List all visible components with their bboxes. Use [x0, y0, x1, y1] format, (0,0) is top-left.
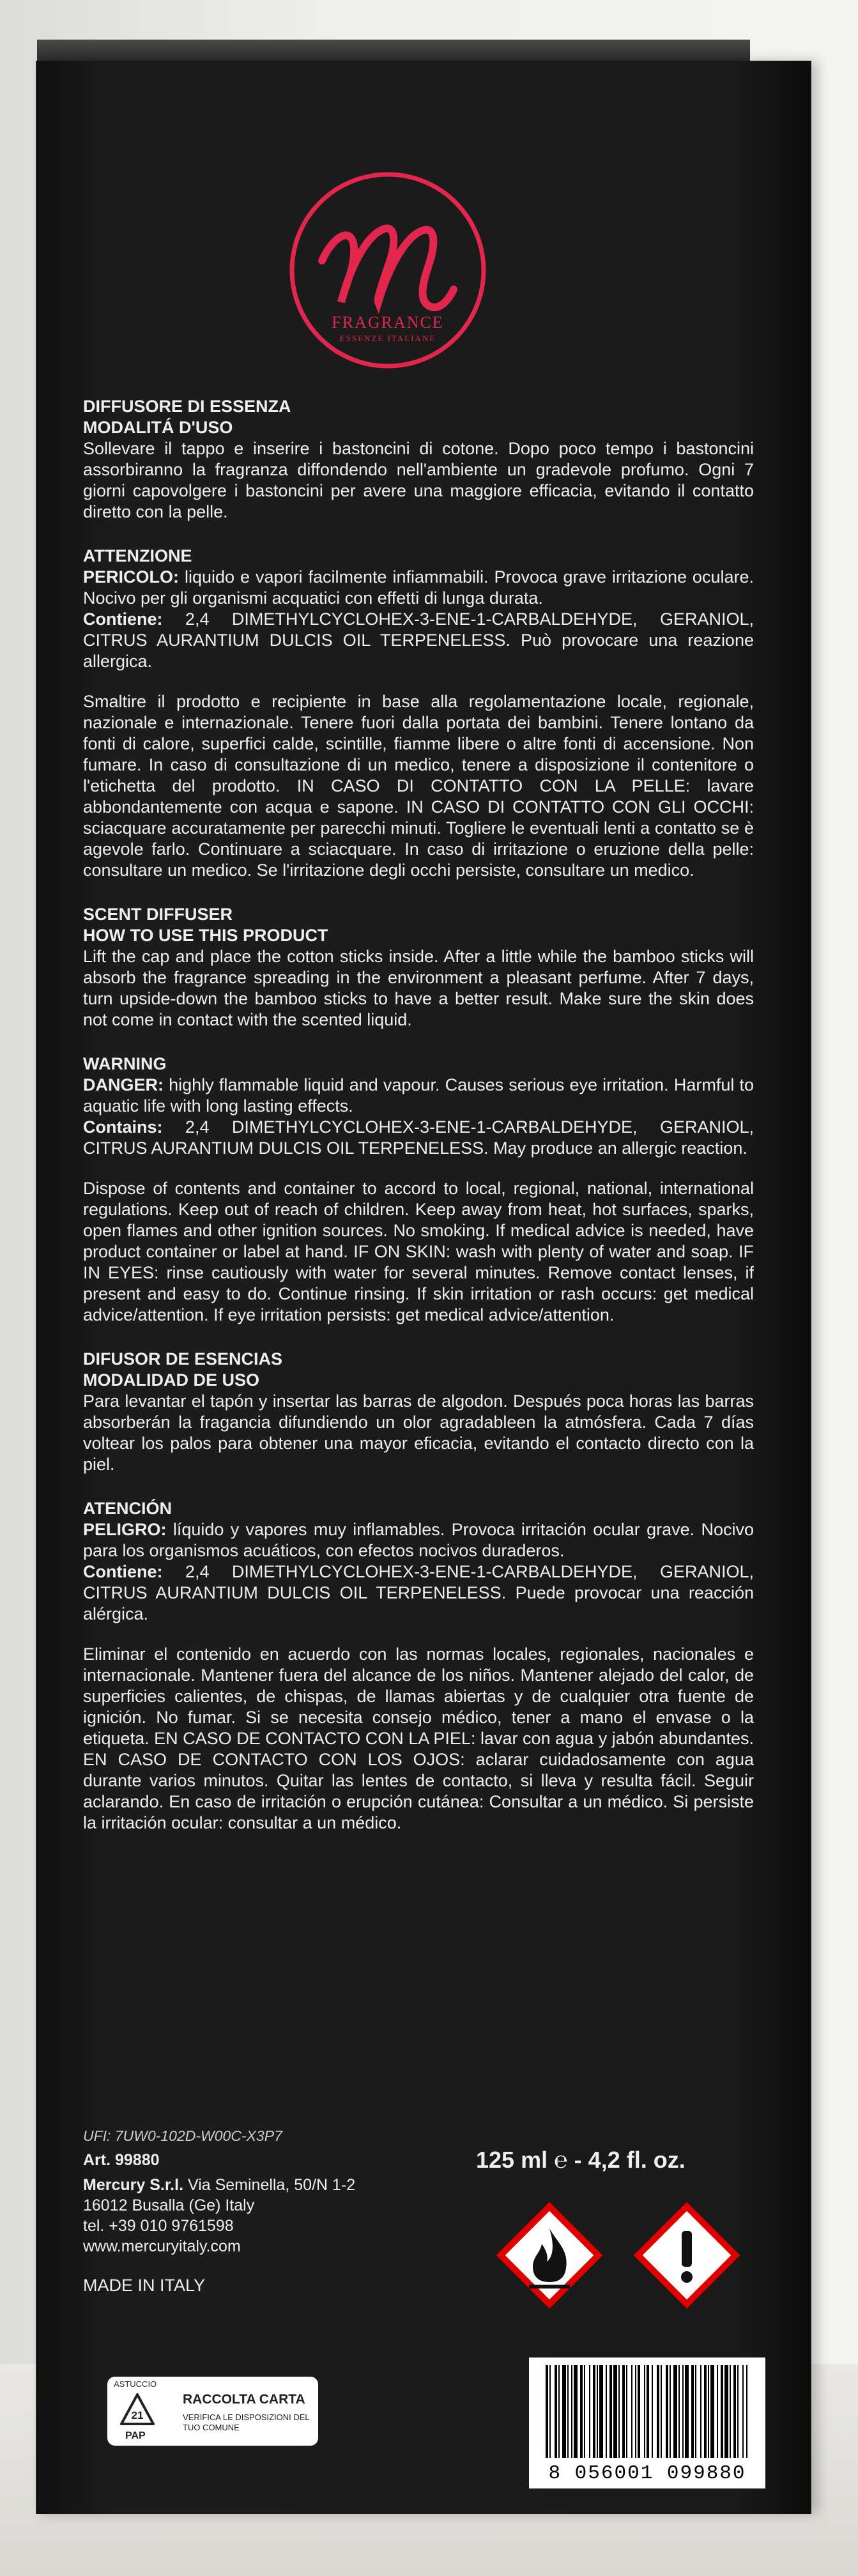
barcode-number: 8 056001 099880 [548, 2462, 746, 2485]
english-usage: Lift the cap and place the cotton sticks inside. After a little while the bamboo sticks will absorb the fragrance spreading in the environment a pleasant perfume. After 7 days, turn upside-down the bamboo sticks to have a better result. Make sure the skin does not come in contact with the scented liquid. [83, 947, 754, 1029]
spanish-contains-text: 2,4 DIMETHYLCYCLOHEX-3-ENE-1-CARBALDEHYDE, GERANIOL, CITRUS AURANTIUM DULCIS OIL TERPENELESS. Puede provocar una reacción alérgica. [83, 1562, 754, 1623]
spanish-section [83, 1349, 754, 1834]
barcode-bar [558, 2365, 560, 2458]
barcode-bar [704, 2365, 707, 2458]
barcode-bar [549, 2365, 551, 2458]
barcode-bar [717, 2365, 718, 2458]
barcode-bar [593, 2365, 595, 2458]
barcode-bar [571, 2365, 572, 2458]
barcode-bar [678, 2365, 680, 2458]
barcode-bar [685, 2365, 689, 2458]
italian-danger-label: PERICOLO: [83, 567, 180, 586]
ufi-code: UFI: 7UW0-102D-W00C-X3P7 [83, 2128, 282, 2144]
recycle-number: 21 [131, 2409, 144, 2421]
english-contains-text: 2,4 DIMETHYLCYCLOHEX-3-ENE-1-CARBALDEHYDE, GERANIOL, CITRUS AURANTIUM DULCIS OIL TERPENELESS. May produce an allergic reaction. [83, 1117, 754, 1158]
italian-disposal: Smaltire il prodotto e recipiente in base alla regolamentazione locale, regionale, nazionale e internazionale. Tenere fuori dalla portata dei bambini. Tenere lontano da fonti di calore, superfici calde, scintille, fiamme libere o altre fonti di accensione. Non fumare. In caso di consultazione di un medico, tenere a disposizione il contenitore o l'etichetta del prodotto. IN CASO DI CONTATTO CON LA PELLE: lavare abbondantemente con acqua e sapone. IN CASO DI CONTATTO CON GLI OCCHI: sciacquare accuratamente per parecchi minuti. Togliere le eventuali lenti a contatto se è agevole farlo. Continuare a sciacquare. In caso di irritazione o eruzione della pelle: consultare un medico. Se l'irritazione degli occhi persiste, consultare un medico. [83, 692, 754, 880]
barcode-bar [657, 2365, 659, 2458]
barcode [529, 2358, 765, 2488]
barcode-bar [733, 2365, 736, 2458]
website: www.mercuryitaly.com [83, 2237, 241, 2255]
barcode-bar [599, 2365, 603, 2458]
barcode-bar [567, 2365, 569, 2458]
logo-brand-text: FRAGRANCE [332, 313, 444, 332]
logo-m-letter [322, 228, 454, 307]
barcode-bar [631, 2365, 632, 2458]
spanish-contains [83, 1561, 754, 1625]
barcode-bars [543, 2365, 751, 2461]
barcode-bar [609, 2365, 612, 2458]
italian-subtitle: MODALITÁ D'USO [83, 418, 233, 437]
barcode-bar [682, 2365, 684, 2458]
barcode-bar [613, 2365, 617, 2458]
hazard-pictograms [492, 2198, 760, 2326]
barcode-bar [597, 2365, 598, 2458]
barcode-bar [737, 2365, 739, 2458]
address-line-1: Via Seminella, 50/N 1-2 [183, 2176, 356, 2194]
barcode-bar [661, 2365, 662, 2458]
spanish-subtitle: MODALIDAD DE USO [83, 1370, 259, 1390]
english-danger [83, 1075, 754, 1117]
barcode-bar [742, 2365, 744, 2458]
barcode-bar [670, 2365, 671, 2458]
italian-warning-title: ATTENZIONE [83, 546, 192, 565]
english-contains-label: Contains: [83, 1117, 163, 1137]
barcode-bar [562, 2365, 566, 2458]
english-subtitle: HOW TO USE THIS PRODUCT [83, 926, 328, 945]
english-section [83, 904, 754, 1326]
barcode-bar [673, 2365, 677, 2458]
label-text-area [83, 396, 754, 1857]
english-disposal: Dispose of contents and container to accord to local, regional, national, international regulations. Keep out of reach of children. Keep away from heat, hot surfaces, sparks, open flames and other ignition sources. No smoking. If medical advice is needed, have product container or label at hand. IF ON SKIN: wash with plenty of water and soap. IF IN EYES: rinse cautiously with water for several minutes. Remove contact lenses, if present and easy to do. Continue rinsing. If skin irritation or rash occurs: get medical advice/attention. If eye irritation persists: get medical advice/attention. [83, 1179, 754, 1324]
barcode-bar [638, 2365, 640, 2458]
exclamation-icon [629, 2198, 744, 2313]
barcode-bar [691, 2365, 694, 2458]
address-line-2: 16012 Busalla (Ge) Italy [83, 2196, 255, 2214]
barcode-bar [626, 2365, 627, 2458]
recycle-icon [118, 2391, 157, 2430]
english-danger-label: DANGER: [83, 1075, 164, 1094]
barcode-bar [606, 2365, 607, 2458]
english-warning-title: WARNING [83, 1054, 167, 1073]
barcode-bar [666, 2365, 668, 2458]
italian-usage: Sollevare il tappo e inserire i bastoncini di cotone. Dopo poco tempo i bastoncini assorbiranno la fragranza diffondendo nell'ambiente un gradevole profumo. Ogni 7 giorni capovolgere i bastoncini per avere una maggiore efficacia, evitando il contatto diretto con la pelle. [83, 439, 754, 521]
spanish-disposal: Eliminar el contenido en acuerdo con las normas locales, regionales, nacionales e internacionale. Mantener fuera del alcance de los niños. Mantener alejado del calor, de superficies calientes, de chispas, de llamas abiertas y de cualquier otra fuente de ignición. No fumar. Si se necesita consejo médico, tener a mano el envase o la etiqueta. EN CASO DE CONTACTO CON LA PIEL: lavar con agua y jabón abundantes. EN CASO DE CONTACTO CON LOS OJOS: aclarar cuidadosamente con agua durante varios minutos. Quitar las lentes de contacto, si lleva y resulta fácil. Seguir aclarando. En caso de irritación o erupción cutánea: Consultar a un médico. Si persiste la irritación ocular: consultar a un médico. [83, 1644, 754, 1832]
spanish-title: DIFUSOR DE ESENCIAS [83, 1349, 283, 1368]
spanish-warning-title: ATENCIÓN [83, 1499, 172, 1518]
barcode-bar [700, 2365, 701, 2458]
italian-contains-text: 2,4 DIMETHYLCYCLOHEX-3-ENE-1-CARBALDEHYDE, GERANIOL, CITRUS AURANTIUM DULCIS OIL TERPENELESS. Può provocare una reazione allergica. [83, 610, 754, 671]
flame-icon [492, 2198, 607, 2313]
phone-number: tel. +39 010 9761598 [83, 2217, 234, 2235]
spanish-contains-label: Contiene: [83, 1562, 163, 1581]
italian-danger-text: liquido e vapori facilmente infiammabili. Provoca grave irritazione oculare. Nocivo per gli organismi acquatici con effetti di lunga durata. [83, 567, 754, 608]
spanish-danger-label: PELIGRO: [83, 1520, 167, 1539]
recycling-code: PAP [125, 2430, 146, 2441]
recycling-instruction: RACCOLTA CARTA [183, 2392, 305, 2407]
barcode-bar [710, 2365, 714, 2458]
italian-section [83, 396, 754, 881]
volume-label: 125 ml ℮ - 4,2 fl. oz. [476, 2147, 686, 2173]
company-name: Mercury S.r.l. [83, 2176, 184, 2194]
barcode-bar [721, 2365, 723, 2458]
barcode-bar [622, 2365, 625, 2458]
barcode-bar [652, 2365, 653, 2458]
barcode-bar [635, 2365, 636, 2458]
spanish-usage: Para levantar el tapón y insertar las barras de algodon. Después poca horas las barras absorberán la fragancia difundiendo un olor agradableen la atmósfera. Cada 7 días voltear los palos para obtener una mayor eficacia, evitando el contacto directo con la piel. [83, 1392, 754, 1474]
barcode-bar [746, 2365, 747, 2458]
barcode-bar [724, 2365, 728, 2458]
barcode-bar [584, 2365, 585, 2458]
barcode-bar [618, 2365, 620, 2458]
barcode-bar [730, 2365, 731, 2458]
logo-tagline-text: ESSENZE ITALIANE [339, 334, 436, 343]
barcode-bar [546, 2365, 548, 2458]
italian-contains-label: Contiene: [83, 610, 163, 629]
made-in-italy: MADE IN ITALY [83, 2276, 206, 2295]
italian-title: DIFFUSORE DI ESSENZA [83, 397, 291, 416]
english-contains [83, 1117, 754, 1159]
recycling-note: VERIFICA LE DISPOSIZIONI DEL TUO COMUNE [183, 2412, 310, 2432]
spanish-danger-text: líquido y vapores muy inflamables. Provoca irritación ocular grave. Nocivo para los organismos acuáticos, con efectos nocivos duraderos. [83, 1520, 754, 1560]
article-number: Art. 99880 [83, 2151, 160, 2169]
barcode-bar [644, 2365, 645, 2458]
barcode-bar [708, 2365, 709, 2458]
barcode-bar [589, 2365, 590, 2458]
barcode-bar [580, 2365, 583, 2458]
barcode-bar [574, 2365, 578, 2458]
brand-logo [282, 165, 493, 376]
barcode-bar [695, 2365, 696, 2458]
barcode-bar [647, 2365, 649, 2458]
spanish-danger [83, 1519, 754, 1561]
italian-danger [83, 567, 754, 609]
recycling-label [107, 2377, 318, 2446]
italian-contains [83, 609, 754, 672]
english-title: SCENT DIFFUSER [83, 905, 233, 924]
recycling-item: ASTUCCIO [114, 2379, 157, 2389]
barcode-bar [555, 2365, 557, 2458]
english-danger-text: highly flammable liquid and vapour. Causes serious eye irritation. Harmful to aquatic life with long lasting effects. [83, 1075, 754, 1116]
